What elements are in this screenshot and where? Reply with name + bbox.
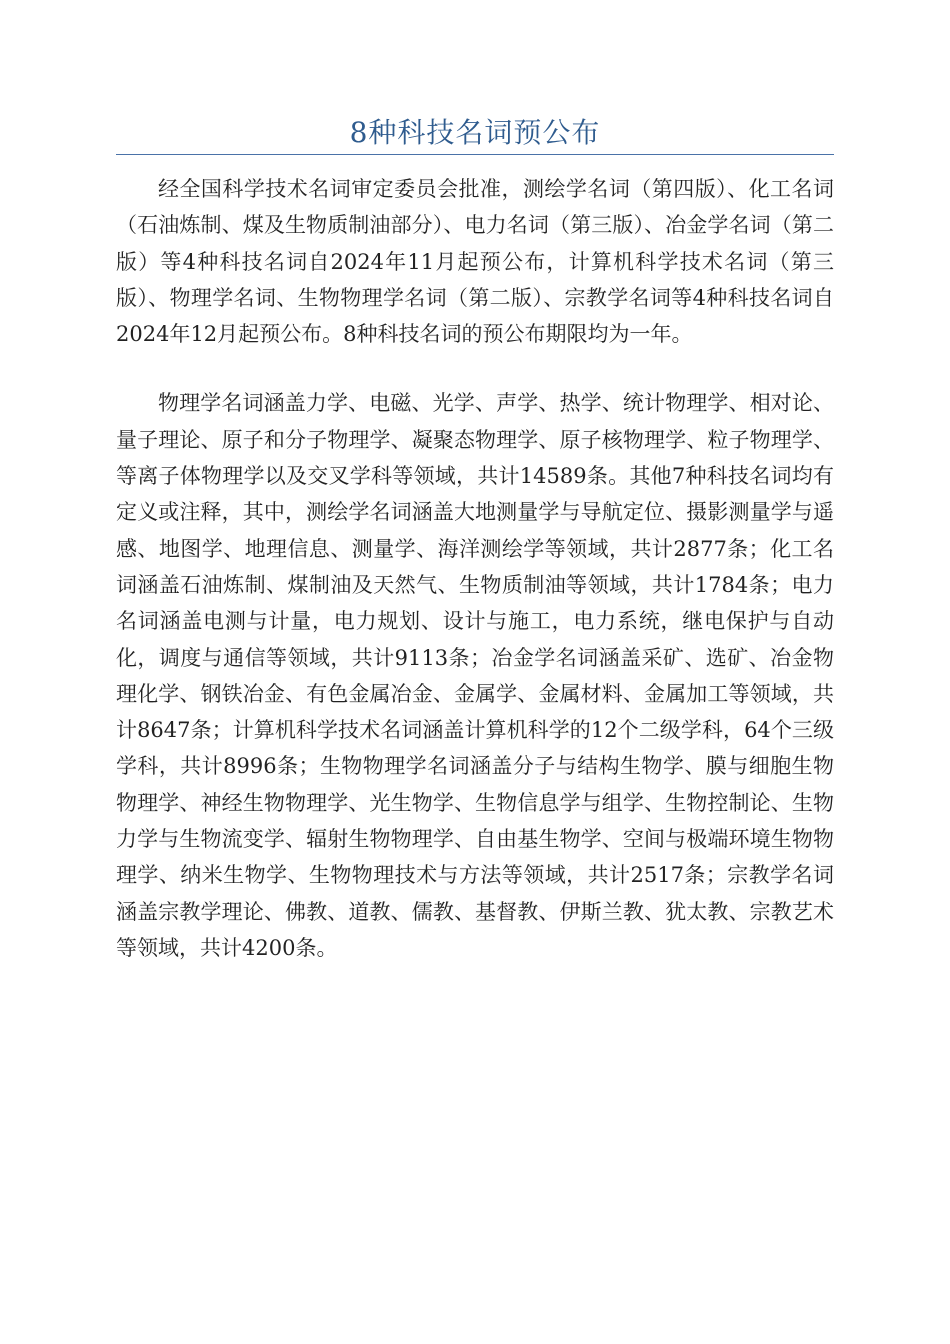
title-underline [116,154,834,155]
paragraph-coverage: 物理学名词涵盖力学、电磁、光学、声学、热学、统计物理学、相对论、量子理论、原子和分子物理学、凝聚态物理学、原子核物理学、粒子物理学、等离子体物理学以及交叉学科等领域，共计14589条。其他7种科技名词均有定义或注释，其中，测绘学名词涵盖大地测量学与导航定位、摄影测量学与遥感、地图学、地理信息、测量学、海洋测绘学等领域，共计2877条；化工名词涵盖石油炼制、煤制油及天然气、生物质制油等领域，共计1784条；电力名词涵盖电测与计量，电力规划、设计与施工，电力系统，继电保护与自动化，调度与通信等领域，共计9113条；冶金学名词涵盖采矿、选矿、冶金物理化学、钢铁冶金、有色金属冶金、金属学、金属材料、金属加工等领域，共计8647条；计算机科学技术名词涵盖计算机科学的12个二级学科，64个三级学科，共计8996条；生物物理学名词涵盖分子与结构生物学、膜与细胞生物物理学、神经生物物理学、光生物学、生物信息学与组学、生物控制论、生物力学与生物流变学、辐射生物物理学、自由基生物学、空间与极端环境生物物理学、纳米生物学、生物物理技术与方法等领域，共计2517条；宗教学名词涵盖宗教学理论、佛教、道教、儒教、基督教、伊斯兰教、犹太教、宗教艺术等领域，共计4200条。 [116,391,834,960]
page-title: 8种科技名词预公布 [349,116,601,149]
article-body [116,171,834,966]
paragraph-announcement: 经全国科学技术名词审定委员会批准，测绘学名词（第四版）、化工名词（石油炼制、煤及生物质制油部分）、电力名词（第三版）、冶金学名词（第二版）等4种科技名词自2024年11月起预公布，计算机科学技术名词（第三版）、物理学名词、生物物理学名词（第二版）、宗教学名词等4种科技名词自2024年12月起预公布。8种科技名词的预公布期限均为一年。 [116,177,834,347]
